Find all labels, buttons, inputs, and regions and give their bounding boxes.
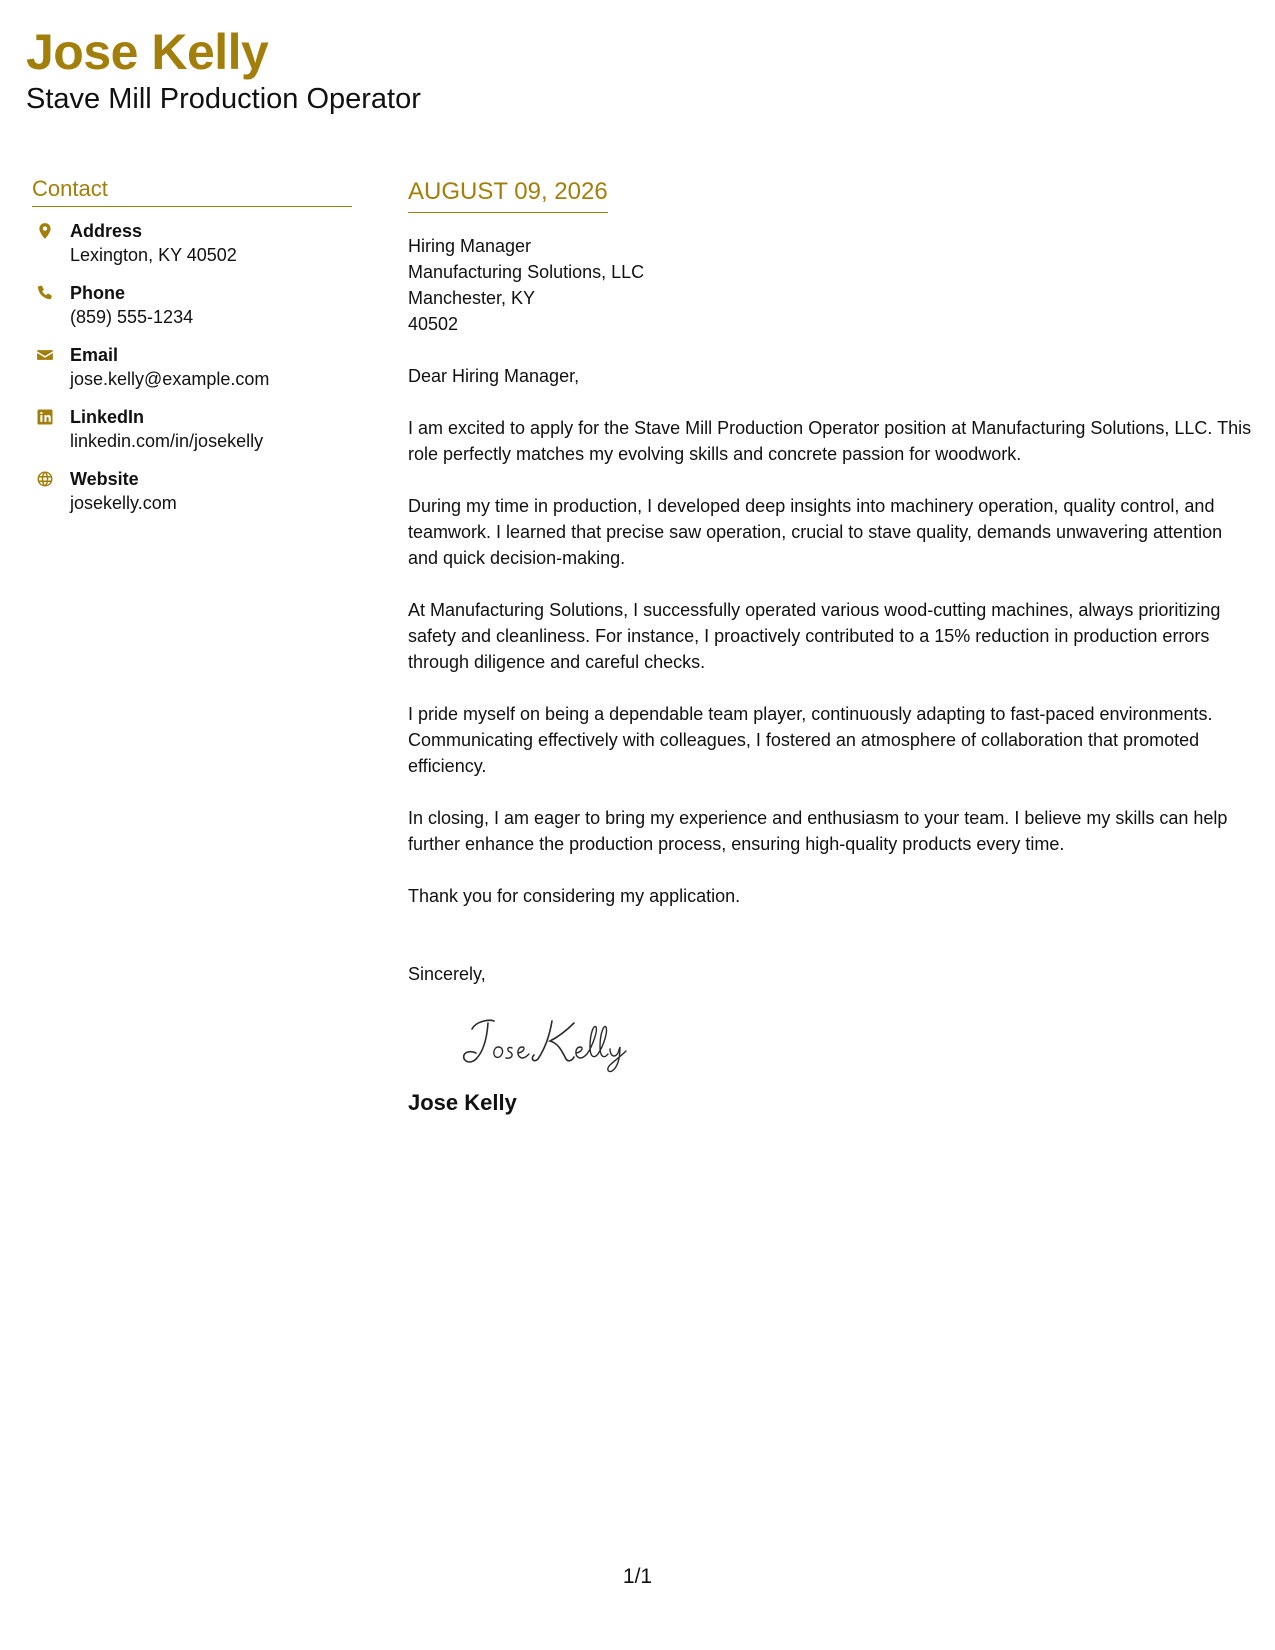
signature-name: Jose Kelly (408, 1090, 517, 1115)
contact-value-linkedin: linkedin.com/in/josekelly (70, 431, 264, 451)
contact-heading: Contact (32, 174, 352, 207)
letter-date: AUGUST 09, 2026 (408, 176, 608, 213)
applicant-name: Jose Kelly (26, 24, 269, 80)
contact-sidebar (32, 174, 352, 529)
page-number: 1/1 (622, 1565, 653, 1588)
job-title: Stave Mill Production Operator (26, 83, 421, 115)
letter-paragraph: Thank you for considering my application. (408, 886, 741, 906)
map-pin-icon (35, 221, 55, 241)
contact-item-website (32, 467, 352, 515)
contact-item-phone (32, 281, 352, 329)
letter-paragraph: I pride myself on being a dependable team player, continuously adapting to fast-paced environments. Communicating effectively with colleagues, I fostered an atmosphere of collaboration that promoted efficiency. (408, 704, 1213, 776)
recipient-block (408, 233, 1258, 337)
contact-label-address: Address (70, 221, 143, 241)
letter-paragraph: In closing, I am eager to bring my experience and enthusiasm to your team. I believe my skills can help further enhance the production process, ensuring high-quality products every time. (408, 808, 1228, 854)
handwritten-signature (454, 1007, 654, 1077)
document-header (26, 22, 421, 116)
globe-icon (35, 469, 55, 489)
envelope-icon (35, 345, 55, 365)
contact-value-address: Lexington, KY 40502 (70, 245, 237, 265)
recipient-line: 40502 (408, 314, 459, 334)
recipient-line: Manchester, KY (408, 288, 536, 308)
salutation: Dear Hiring Manager, (408, 366, 580, 386)
recipient-line: Manufacturing Solutions, LLC (408, 262, 645, 282)
contact-label-phone: Phone (70, 283, 126, 303)
cover-letter-body (408, 176, 1258, 1118)
closing: Sincerely, (408, 964, 486, 984)
contact-label-website: Website (70, 469, 139, 489)
contact-item-address (32, 219, 352, 267)
recipient-line: Hiring Manager (408, 236, 532, 256)
contact-item-email (32, 343, 352, 391)
contact-label-email: Email (70, 345, 119, 365)
letter-paragraph: I am excited to apply for the Stave Mill Production Operator position at Manufacturing Solutions, LLC. This role perfectly matches my evolving skills and concrete passion for woodwork. (408, 418, 1252, 464)
contact-value-phone: (859) 555-1234 (70, 307, 194, 327)
letter-paragraph: During my time in production, I developed deep insights into machinery operation, quality control, and teamwork. I learned that precise saw operation, crucial to stave quality, demands unwavering attention and quick decision-making. (408, 496, 1223, 568)
linkedin-icon (35, 407, 55, 427)
contact-value-email: jose.kelly@example.com (70, 369, 270, 389)
contact-item-linkedin (32, 405, 352, 453)
phone-icon (35, 283, 55, 303)
contact-label-linkedin: LinkedIn (70, 407, 145, 427)
letter-paragraph: At Manufacturing Solutions, I successfully operated various wood-cutting machines, always prioritizing safety and cleanliness. For instance, I proactively contributed to a 15% reduction in production errors through diligence and careful checks. (408, 600, 1221, 672)
contact-value-website: josekelly.com (70, 493, 177, 513)
